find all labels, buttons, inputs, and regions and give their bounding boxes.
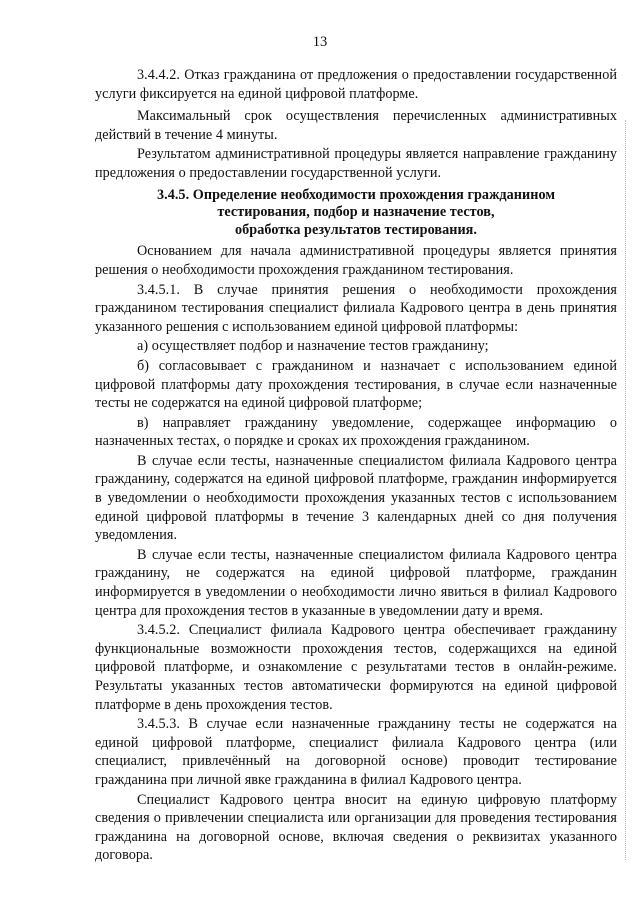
paragraph-3-4-5-1: 3.4.5.1. В случае принятия решения о необходимости прохождения гражданином тестирования специалист филиала Кадрового центра в день принятия указанного решения с использованием единой цифровой платформы: bbox=[95, 281, 617, 335]
document-body bbox=[95, 66, 617, 866]
list-item-c: в) направляет гражданину уведомление, содержащее информацию о назначенных тестах, о порядке и сроках их прохождения гражданином. bbox=[95, 414, 617, 450]
section-heading-line-3: обработка результатов тестирования. bbox=[235, 221, 477, 238]
section-heading-line-1: 3.4.5. Определение необходимости прохождения гражданином bbox=[156, 186, 556, 203]
section-heading-line-2: тестирования, подбор и назначение тестов, bbox=[217, 204, 495, 221]
paragraph-tests-not-on-platform: В случае если тесты, назначенные специалистом филиала Кадрового центра гражданину, не содержатся на единой цифровой платформе, гражданин информируется в уведомлении о необходимости лично явиться в филиал Кадрового центра для прохождения тестов в указанные в уведомлении дату и время. bbox=[95, 546, 617, 619]
scan-edge-marks bbox=[623, 120, 626, 860]
list-item-a: а) осуществляет подбор и назначение тестов гражданину; bbox=[137, 338, 489, 355]
paragraph-3-4-5-2: 3.4.5.2. Специалист филиала Кадрового центра обеспечивает гражданину функциональные возможности прохождения тестов, содержащихся на единой цифровой платформе, и ознакомление с результатами тестов в онлайн-режиме. Результаты указанных тестов автоматически формируются на единой цифровой платформе в день прохождения тестов. bbox=[95, 622, 617, 713]
paragraph-result: Результатом административной процедуры является направление гражданину предложения о предоставлении государственной услуги. bbox=[95, 146, 617, 181]
paragraph-basis: Основанием для начала административной процедуры является принятия решения о необходимости прохождения гражданином тестирования. bbox=[95, 243, 617, 278]
list-item-b: б) согласовывает с гражданином и назначает с использованием единой цифровой платформы дату прохождения тестирования, в случае если назначенные тесты не содержатся на единой цифровой платформе; bbox=[95, 357, 617, 412]
section-heading-3-4-5 bbox=[95, 187, 617, 240]
paragraph-specialist-info: Специалист Кадрового центра вносит на единую цифровую платформу сведения о привлечении специалиста или организации для проведения тестирования гражданина на договорной основе, включая сведения о реквизитах указанного договора. bbox=[95, 791, 617, 864]
paragraph-tests-on-platform: В случае если тесты, назначенные специалистом филиала Кадрового центра гражданину, содержатся на единой цифровой платформе, гражданин информируется в уведомлении о необходимости прохождения указанных тестов с использованием единой цифровой платформы в течение 3 календарных дней со дня получения уведомления. bbox=[95, 452, 617, 544]
paragraph-3-4-4-2: 3.4.4.2. Отказ гражданина от предложения о предоставлении государственной услуги фиксируется на единой цифровой платформе. bbox=[95, 67, 617, 102]
page-number: 13 bbox=[312, 34, 328, 50]
paragraph-3-4-5-3: 3.4.5.3. В случае если назначенные гражданину тесты не содержатся на единой цифровой платформе, специалист филиала Кадрового центра (или специалист, привлечённый на договорной основе) проводит тестирование гражданина при личной явке гражданина в филиал Кадрового центра. bbox=[95, 716, 617, 788]
paragraph-max-time: Максимальный срок осуществления перечисленных административных действий в течение 4 минуты. bbox=[95, 108, 617, 143]
